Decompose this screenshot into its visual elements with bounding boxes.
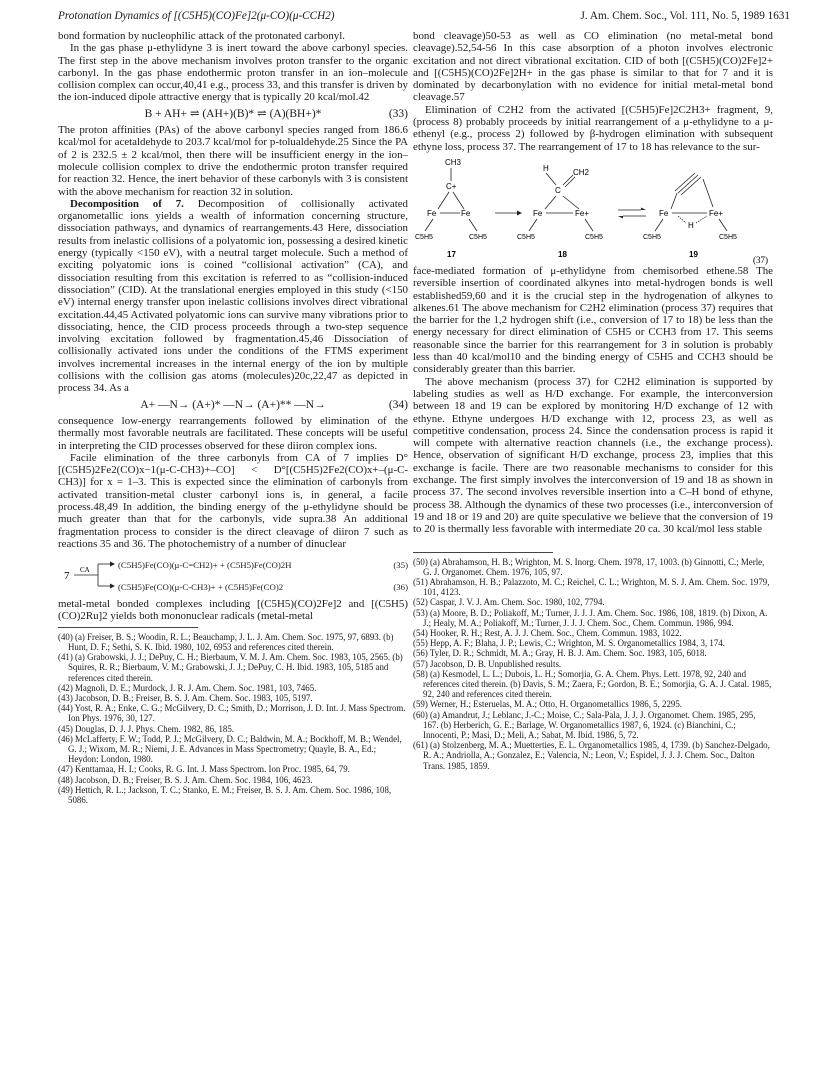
footnote-rule bbox=[58, 627, 198, 628]
paragraph: In the gas phase μ-ethylidyne 3 is inert toward the above carbonyl species. The first step in the above mechanism involves proton transfer to the organic carbonyl. In the gas phase endothermic proton transfer in an ion–molecule collision complex can occur,40,41 e.g., process 33, and this transfer is driven by the ion-induced dipole attractive energy that is typically 20 kcal/mol.42 bbox=[58, 42, 408, 104]
paragraph-text: Decomposition of collisionally activated organometallic ions yields a wealth of information concerning structure, dissociation pathways, and dynamics of rearrangements.43 Here, dissociation results from inelastic collisions of a polyatomic ion, possessing a desired kinetic energy (typically <150 eV), with a neutral target molecule. Such a method of exciting polyatomic ions is coined “collisional activation” (CA), and dissociation resulting from this excitation is referred to as “collision-induced dissociation” (CID). At the translational energies employed in this study (<150 eV) internal energy transfer upon inelastic collisions involves direct vibrational excitation.44,45 Activated polyatomic ions can survive many vibrations prior to dissociating, hence, the CID process proceeds through a two-step sequence involving excitation followed by fragmentation.45,46 Dissociation of collisionally activated ions under the conditions of the FTMS experiment involves incremental increases in the internal energy of the ion by multiple collisions with the collision gas atoms (molecules)20c,22,47 as depicted in process 34. As a bbox=[58, 197, 409, 395]
reactions-35-36 bbox=[58, 556, 408, 594]
footnote: (54) Hooker, R. H.; Rest, A. J. J. Chem. Soc., Chem. Commun. 1983, 1022. bbox=[413, 627, 682, 638]
header-journal-ref: J. Am. Chem. Soc., Vol. 111, No. 5, 1989 1631 bbox=[580, 10, 790, 22]
c-plus-label: C+ bbox=[446, 181, 457, 191]
footnote: (51) Abrahamson, H. B.; Palazzoto, M. C.; Reichel, C. L.; Wrighton, M. S. J. Am. Chem. Soc. 1979, 101, 4123. bbox=[413, 576, 770, 598]
footnote: (45) Douglas, D. J. J. Phys. Chem. 1982, 86, 185. bbox=[58, 723, 235, 734]
scheme-37 bbox=[413, 153, 773, 265]
h-label: H bbox=[543, 163, 549, 173]
fe-label: Fe bbox=[659, 208, 669, 218]
cp-label: C5H5 bbox=[415, 233, 433, 241]
paragraph: The above mechanism (process 37) for C2H2 elimination is supported by labeling studies as well as H/D exchange. For example, the interconversion between 18 and 19 can be explored by monitoring H/D exchange of 12 with ethyne. Ethyne undergoes H/D exchange with 12, process 23, as well as competitive condensation, process 24. Since the condensation process is rapid it will compete with alternative reaction channels (i.e., the exchange process). Hence, observation of significant H/D exchange, process 23, implies that this exchange is facile. There are two reasonable mechanisms to consider for this exchange. The first simply involves the interconversion of 19 and 18 as shown in process 37. The second involves reversible insertion into a C–H bond of ethyne, process 38. Although the dynamics of these two processes (i.e., interconversion of 19 and 18 or 19 and 20) are quite speculative we believe that the conversion of 19 to 20 is thermally less favorable with intermediate 20 ca. 30 kcal/mol less stable bbox=[413, 375, 773, 536]
footnote: (55) Hepp, A. F.; Blaha, J. P.; Lewis, C.; Wrighton, M. S. Organometallics 1984, 3, 174. bbox=[413, 638, 725, 649]
running-header bbox=[58, 10, 790, 28]
paragraph: face-mediated formation of μ-ethylidyne from chemisorbed ethene.58 The reversible insertion of coordinated alkynes into metal-hydrogen bonds is well established59,60 and it is the crucial step in the hydrogenation of alkynes to alkenes.61 The above mechanism for C2H2 elimination (process 37) requires that the barrier for the 1,2 hydrogen shift (i.e., conversion of 17 to 18) be less than the energy necessary for direct elimination of C5H5 or CCH3 from 17. This seems reasonable since the barrier for this rearrangement for 3 in solution is probably less than 40 kcal/mol10 and the binding energy of C5H5 and CCH3 should be considerably greater than this barrier. bbox=[413, 264, 773, 376]
footnote: (53) (a) Moore, B. D.; Poliakoff, M.; Turner, J. J. J. Am. Chem. Soc. 1986, 108, 1819. (b) Dixon, A. J.; Healy, M. A.; Poliakoff, M.; Turner, J. J. J. Chem. Soc., Chem. Commun. 1986, 994. bbox=[413, 607, 768, 628]
footnote: (48) Jacobson, D. B.; Freiser, B. S. J. Am. Chem. Soc. 1984, 106, 4623. bbox=[58, 774, 313, 785]
compound-17-label: 17 bbox=[447, 249, 456, 259]
equation-number: (33) bbox=[388, 107, 408, 120]
ca-label: CA bbox=[80, 566, 90, 575]
cp-label: C5H5 bbox=[517, 233, 535, 241]
reactant-7: 7 bbox=[64, 570, 70, 583]
footnote: (41) (a) Grabowski, J. J.; DePuy, C. H.; Bierbaum, V. M. J. Am. Chem. Soc. 1983, 105, 2565. (b) Squires, R. R.; Bierbaum, V. M.; Grabowski, J. J.; DePuy, C. H. Ibid. 1983, 105, 5185 and references cited therein. bbox=[58, 652, 403, 683]
fe-plus-label: Fe+ bbox=[575, 208, 590, 218]
scheme-number: (37) bbox=[753, 254, 768, 265]
footnote: (43) Jacobson, D. B.; Freiser, B. S. J. Am. Chem. Soc. 1983, 105, 5197. bbox=[58, 692, 313, 703]
cp-label: C5H5 bbox=[469, 233, 487, 241]
paragraph: bond formation by nucleophilic attack of the protonated carbonyl. bbox=[58, 30, 346, 42]
paragraph: bond cleavage)50-53 as well as CO elimination (no metal-metal bond cleavage).52,54-56 In this case absorption of a photon involves electronic excitation and not direct vibrational excitation. CID of both [(C5H5)(CO)2Fe]2+ and [(C5H5)(CO)2Fe]2H+ in the gas phase is similar to that for 7 and it is dominated by decarbonylation with no evidence for initial metal-metal bond cleavage.57 bbox=[413, 30, 773, 104]
footnote: (46) McLafferty, F. W.; Todd, P. J.; McGilvery, D. C.; Baldwin, M. A.; Bockhoff, M. B.; Wendel, G. J.; Wixom, M. R.; Niemi, J. E. Advances in Mass Spectrometry; Quayle, B. A., Ed.; Heydon: London, 1980. bbox=[58, 733, 402, 765]
compound-19-label: 19 bbox=[689, 249, 698, 259]
footnote: (50) (a) Abrahamson, H. B.; Wrighton, M. S. Inorg. Chem. 1978, 17, 1003. (b) Ginnotti, C.; Merle, G. J. Organomet. Chem. 1976, 105, 97. bbox=[413, 556, 765, 577]
equation-33 bbox=[58, 108, 408, 120]
equation-34 bbox=[58, 399, 408, 411]
equation-number: (35) bbox=[393, 560, 408, 571]
section-heading: Decomposition of 7. bbox=[70, 197, 184, 210]
footnote: (47) Kenttamaa, H. I.; Cooks, R. G. Int. J. Mass Spectrom. Ion Proc. 1985, 64, 79. bbox=[58, 764, 350, 775]
right-column bbox=[413, 30, 773, 771]
cp-label: C5H5 bbox=[585, 233, 603, 241]
paragraph: Elimination of C2H2 from the activated [(C5H5)Fe]2C2H3+ fragment, 9, (process 8) probably proceeds by initial rearrangement of a μ-ethylidyne to a μ-ethenyl (e.g., process 2) followed by β-hydrogen elimination with subsequent ethyne loss, process 37. The rearrangement of 17 to 18 has relevance to the sur- bbox=[413, 103, 773, 153]
footnote: (59) Werner, H.; Esteruelas, M. A.; Otto, H. Organometallics 1986, 5, 2295. bbox=[413, 699, 682, 710]
header-title: Protonation Dynamics of [(C5H5)(CO)Fe]2(μ-CO)(μ-CCH2) bbox=[58, 10, 335, 22]
scheme-37-structures bbox=[413, 153, 773, 265]
footnote: (57) Jacobson, D. B. Unpublished results. bbox=[413, 658, 562, 669]
footnote: (60) (a) Amandrut, J.; Leblanc, J.-C.; Moise, C.; Sala-Pala, J. J. J. Organomet. Chem. 1985, 295, 167. (b) Herberich, G. E.; Barlage, W. Organometallics 1987, 6, 1924. (c) Bianchini, C.; Innocenti, P.; Masi, D.; Meli, A.; Sabat, M. Ibid. 1986, 5, 72. bbox=[413, 709, 756, 740]
footnote: (42) Magnoli, D. E.; Murdock, J. R. J. Am. Chem. Soc. 1981, 103, 7465. bbox=[58, 682, 317, 693]
footnote-rule bbox=[413, 552, 553, 553]
fe-label: Fe bbox=[533, 208, 543, 218]
equation-number: (34) bbox=[388, 398, 408, 411]
footnote: (49) Hettich, R. L.; Jackson, T. C.; Stanko, E. M.; Freiser, B. S. J. Am. Chem. Soc. 1986, 108, 5086. bbox=[58, 784, 392, 806]
paragraph bbox=[58, 198, 408, 395]
paragraph: metal-metal bonded complexes including [(C5H5)(CO)2Fe]2 and [(C5H5)(CO)2Ru]2 yields both mononuclear radicals (metal-metal bbox=[58, 598, 408, 623]
fe-label: Fe bbox=[427, 208, 437, 218]
paragraph: The proton affinities (PAs) of the above carbonyl species ranged from 186.6 kcal/mol for acetaldehyde to 203.7 kcal/mol for p-tolualdehyde.25 Since the PA of 2 is 232.5 ± 2 kcal/mol, then there will be insufficient energy in the ion–molecule collision complex to drive the endothermic proton transfer required for reaction 32. Hence, the inert behavior of these carbonyls with 3 is consistent with the above mechanism for reaction 32 in solution. bbox=[58, 124, 408, 198]
c-label: C bbox=[555, 185, 561, 195]
compound-18-label: 18 bbox=[558, 249, 567, 259]
footnote: (40) (a) Freiser, B. S.; Woodin, R. L.; Beauchamp, J. L. J. Am. Chem. Soc. 1975, 97, 6893. (b) Hunt, D. F.; Sethi, S. K. Ibid. 1980, 102, 6953 and references cited therein. bbox=[58, 631, 394, 652]
footnotes-left bbox=[58, 632, 408, 805]
ch2-label: CH2 bbox=[573, 167, 590, 177]
ch3-label: CH3 bbox=[445, 157, 462, 167]
reaction-35-products: (C5H5)Fe(CO)(μ-C=CH2)+ + (C5H5)Fe(CO)2H bbox=[118, 560, 292, 571]
equation-body: B + AH+ ⇌ (AH+)(B)* ⇌ (A)(BH+)* bbox=[144, 107, 322, 120]
equation-body: A+ —N→ (A+)* —N→ (A+)** —N→ bbox=[140, 398, 326, 411]
footnotes-right bbox=[413, 557, 773, 771]
cp-label: C5H5 bbox=[643, 233, 661, 241]
fe-label: Fe bbox=[461, 208, 471, 218]
footnote: (44) Yost, R. A.; Enke, C. G.; McGilvery, D. C.; Smith, D.; Morrison, J. D. Int. J. Mass Spectrom. Ion Phys. 1976, 30, 127. bbox=[58, 703, 406, 724]
footnote: (58) (a) Kesmodel, L. L.; Dubois, L. H.; Somorjia, G. A. Chem. Phys. Lett. 1978, 92, 240 and references cited therein. (b) Davis, S. M.; Zaera, F.; Gordon, B. E.; Somorjia, G. A. J. Catal. 1985, 92, 240 and references cited therein. bbox=[413, 668, 772, 700]
cp-label: C5H5 bbox=[719, 233, 737, 241]
fe-plus-label: Fe+ bbox=[709, 208, 724, 218]
footnote: (61) (a) Stolzenberg, M. A.; Muetterties, E. L. Organometallics 1985, 4, 1739. (b) Sanchez-Delgado, R. A.; Andriolla, A.; Gonzalez, E.; Valencia, N.; Leon, V.; Espidel, J. J. J. Chem. Soc., Dalton Trans. 1985, 1859. bbox=[413, 740, 770, 771]
paragraph: consequence low-energy rearrangements followed by elimination of the thermally most favorable neutrals are facilitated. These concepts will be useful in interpreting the CID processes observed for these diiron complex ions. bbox=[58, 414, 408, 452]
footnote: (52) Caspar, J. V. J. Am. Chem. Soc. 1980, 102, 7794. bbox=[413, 597, 605, 608]
left-column bbox=[58, 30, 408, 805]
footnote: (56) Tyler, D. R.; Schmidt, M. A.; Gray, H. B. J. Am. Chem. Soc. 1983, 105, 6018. bbox=[413, 648, 707, 659]
paragraph: Facile elimination of the three carbonyls from CA of 7 implies D°[(C5H5)2Fe2(CO)x−1(μ-C-CH3)+–CO] < D°[(C5H5)2Fe2(CO)x+–(μ-C-CH3)] for x = 1–3. This is expected since the elimination of carbonyls from activated transition-metal cluster carbonyl ions is, in general, a facile process.48,49 In addition, the binding energy of the μ-ethylidyne should be much greater than that for the carbonyls, vide supra.38 An additional fragmentation process to consider is the direct cleavage of diiron 7 such as reactions 35 and 36. The photochemistry of a number of dinuclear bbox=[58, 451, 408, 550]
equation-number: (36) bbox=[393, 582, 408, 593]
reaction-36-products: (C5H5)Fe(CO)(μ-C-CH3)+ + (C5H5)Fe(CO)2 bbox=[118, 582, 284, 593]
bridging-h-label: H bbox=[688, 220, 694, 230]
